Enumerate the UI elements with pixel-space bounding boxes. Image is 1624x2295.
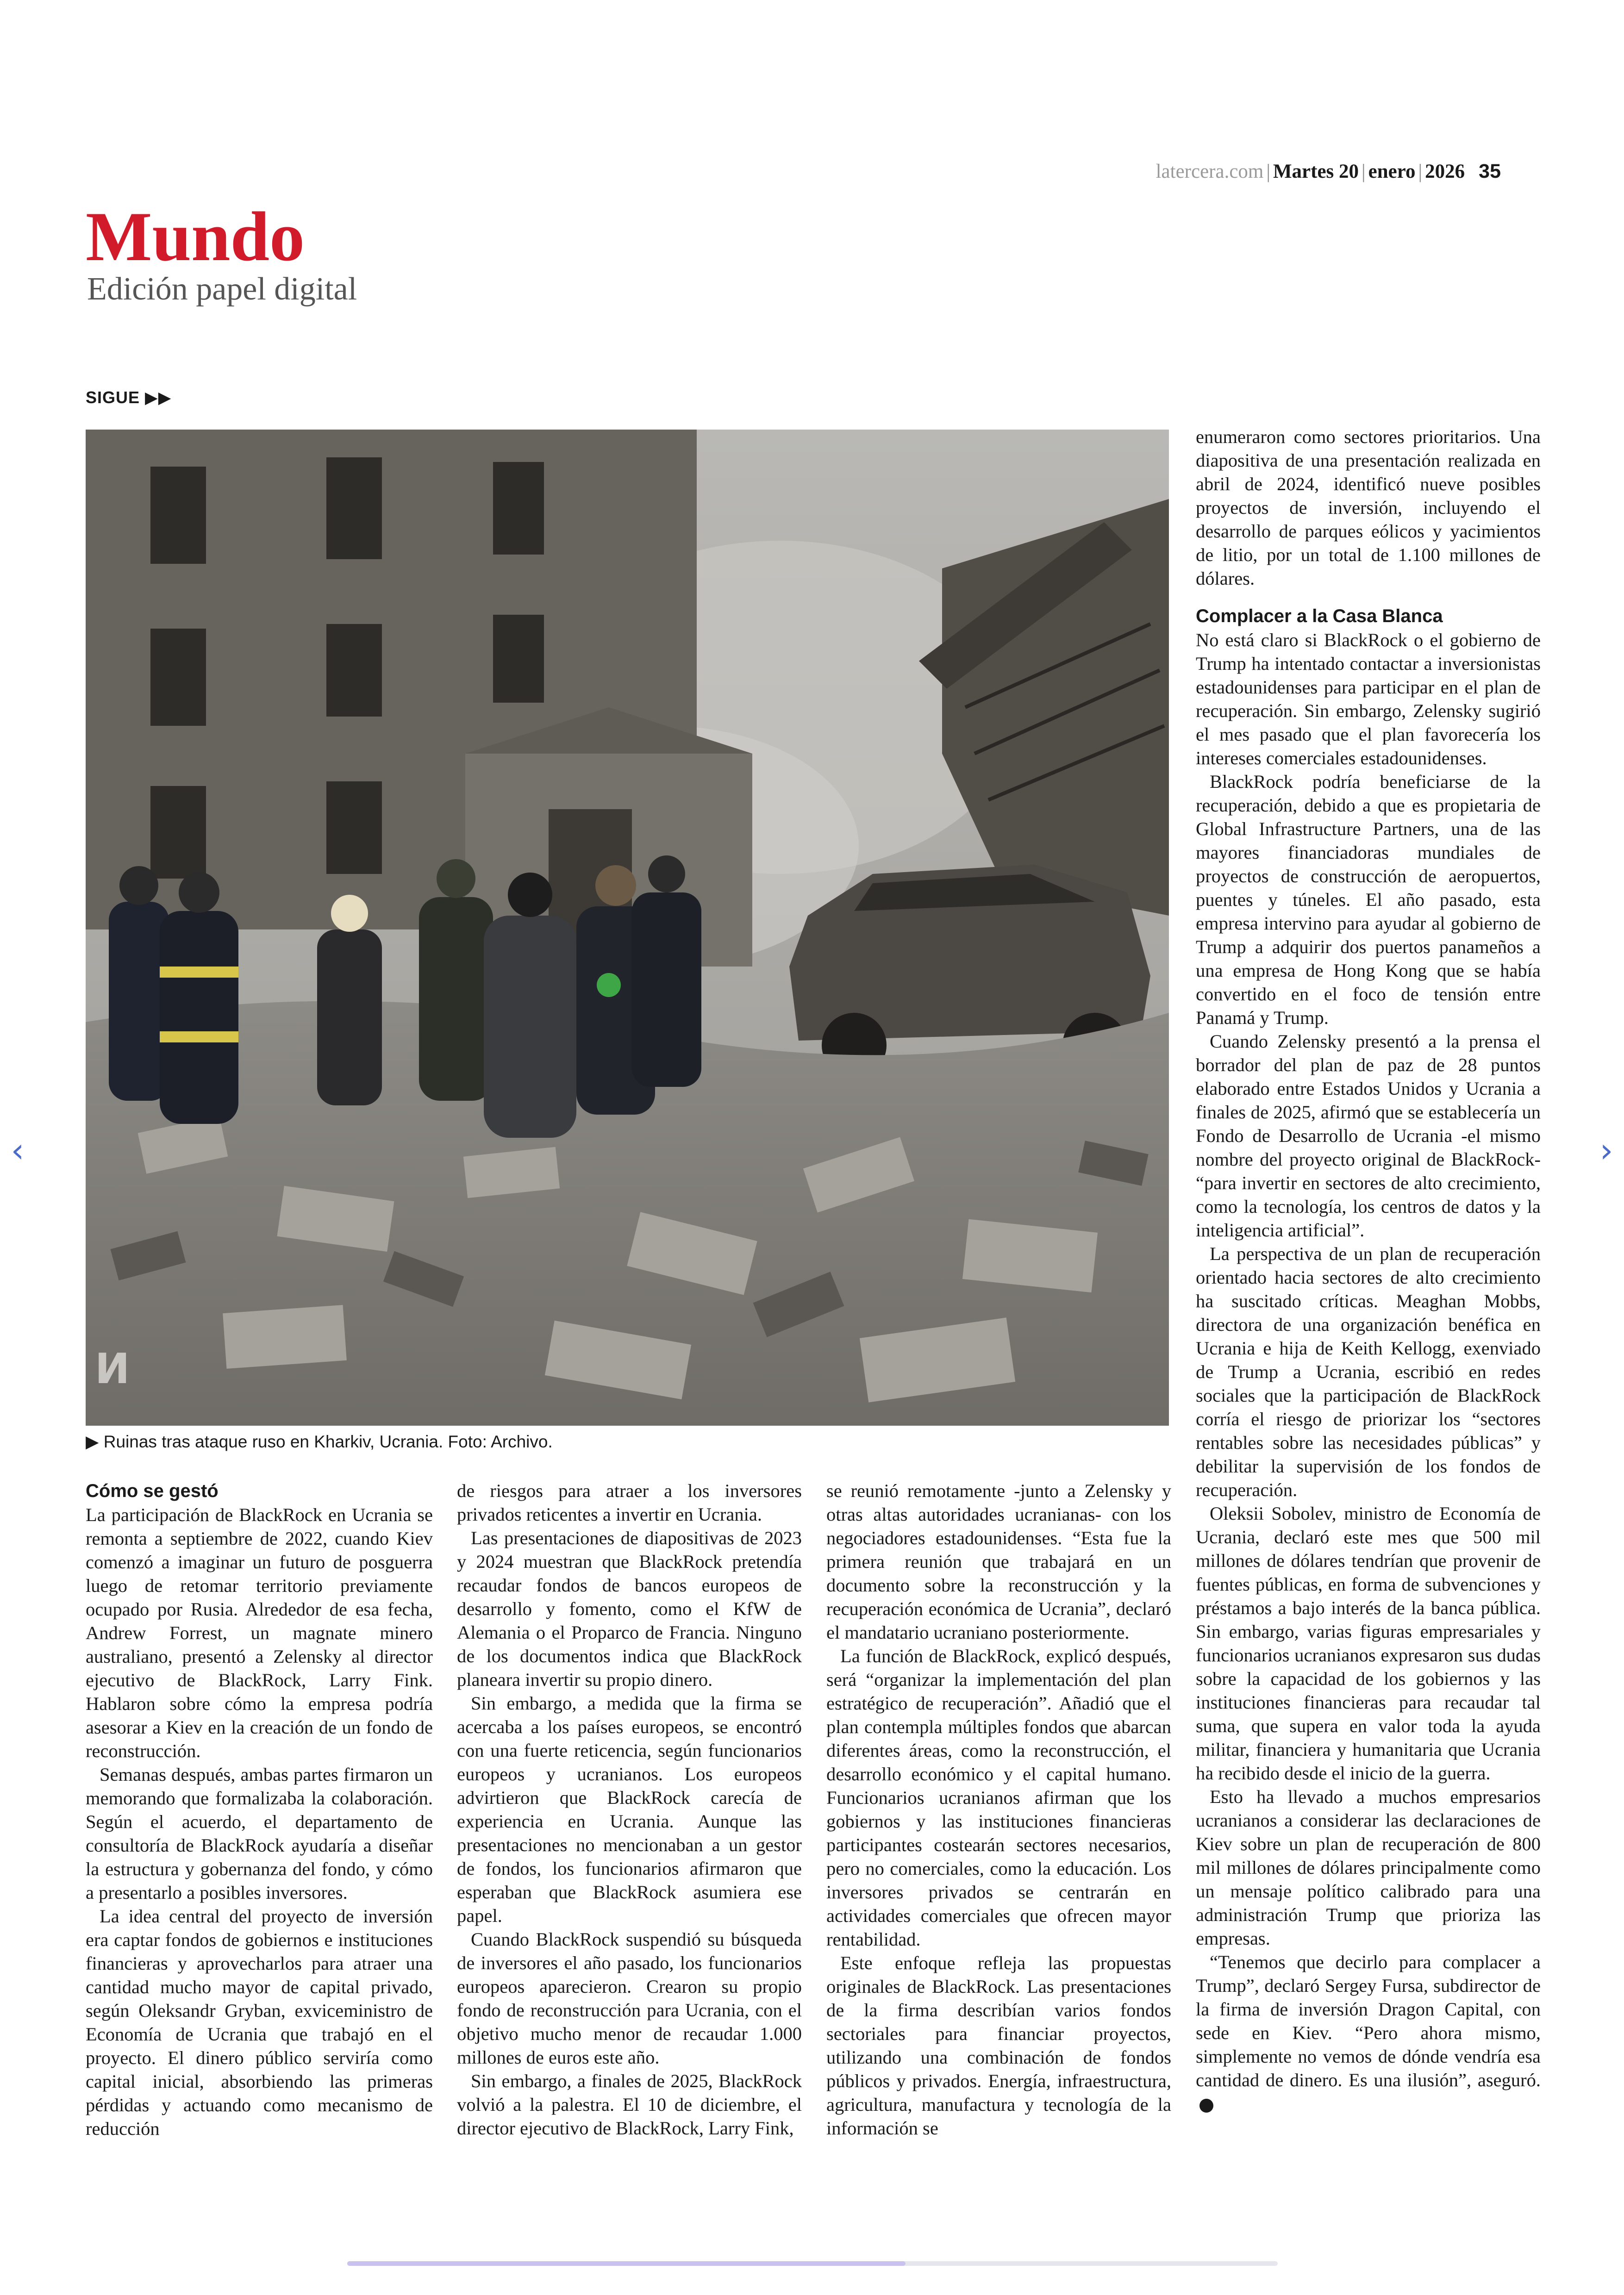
page-number: 35 <box>1479 160 1501 182</box>
issue-month: enero <box>1368 161 1416 182</box>
paragraph: La idea central del proyecto de inversión era captar fondos de gobiernos e instituciones financieras y aprovecharlos para atraer una cantidad mucho mayor de capital privado, según Oleksandr Gryban, exviceministro de Economía de Ucrania que trabajó en el proyecto. El dinero público serviría como capital inicial, absorbiendo las primeras pérdidas y actuando como mecanismo de reducción <box>86 1906 433 2139</box>
paragraph: La participación de BlackRock en Ucrania se remonta a septiembre de 2022, cuando Kiev comenzó a imaginar un futuro de posguerra luego de retomar territorio previamente ocupado por Rusia. Alrededor de esa fecha, Andrew Forrest, un magnate minero australiano, presentó a Zelensky al director ejecutivo de BlackRock, Larry Fink. Hablaron sobre cómo la empresa podría asesorar a Kiev en la creación de un fondo de reconstrucción. <box>86 1504 433 1761</box>
paragraph: Las presentaciones de diapositivas de 2023 y 2024 muestran que BlackRock pretendía recaudar fondos de bancos europeos de desarrollo y fomento, como el KfW de Alemania o el Proparco de Francia. Ninguno de los documentos indica que BlackRock planeara invertir su propio dinero. <box>457 1528 802 1690</box>
paragraph: Esto ha llevado a muchos empresarios ucranianos a considerar las declaraciones de Kiev sobre un plan de recuperación de 800 mil millones de dólares principalmente como un mensaje político calibrado para una administración Trump que prioriza las empresas. <box>1196 1786 1541 1949</box>
continues-label: SIGUE ▶▶ <box>86 388 172 407</box>
site-name: latercera.com <box>1156 161 1264 182</box>
paragraph: Oleksii Sobolev, ministro de Economía de Ucrania, declaró este mes que 500 mil millones de dólares tendrían que provenir de fuentes públicas, en forma de subvenciones y préstamos a bajo interés de la banca pública. Sin embargo, varias figuras empresariales y funcionarios ucranianos expresaron sus dudas sobre la capacidad de los gobiernos y las instituciones financieras para recaudar tal suma, que supera en valor toda la ayuda militar, financiera y humanitaria que Ucrania ha recibido desde el inicio de la guerra. <box>1196 1503 1541 1784</box>
photo-caption: ▶ Ruinas tras ataque ruso en Kharkiv, Ucrania. Foto: Archivo. <box>86 1432 553 1451</box>
paragraph: Cuando Zelensky presentó a la prensa el borrador del plan de paz de 28 puntos elaborado entre Estados Unidos y Ucrania a finales de 2025, afirmó que se establecería un Fondo de Desarrollo de Ucrania -el mismo nombre del proyecto original de BlackRock- “para invertir en sectores de alto crecimiento, como la tecnología, los centros de datos y la inteligencia artificial”. <box>1196 1031 1541 1241</box>
page-header-meta: latercera.com | Martes 20 | enero | 2026 35 <box>1156 160 1501 182</box>
paragraph: Semanas después, ambas partes firmaron un memorando que formalizaba la colaboración. Según el acuerdo, el departamento de consultoría de BlackRock ayudaría a diseñar la estructura y gobernanza del fondo, y cómo a presentarlo a posibles inversores. <box>86 1764 433 1903</box>
paragraph: se reunió remotamente -junto a Zelensky y otras altas autoridades ucranianas- con los negociadores estadounidenses. “Esta fue la primera reunión que trabajará en un documento sobre la reconstrucción y la recuperación económica de Ucrania”, declaró el mandatario ucraniano posteriormente. <box>826 1480 1171 1643</box>
photo-watermark: И <box>95 1345 130 1393</box>
paragraph: Sin embargo, a finales de 2025, BlackRock volvió a la palestra. El 10 de diciembre, el director ejecutivo de BlackRock, Larry Fink, <box>457 2070 802 2139</box>
paragraph: de riesgos para atraer a los inversores privados reticentes a invertir en Ucrania. <box>457 1480 802 1525</box>
paragraph: Cuando BlackRock suspendió su búsqueda de inversores el año pasado, los funcionarios europeos aparecieron. Crearon su propio fondo de reconstrucción para Ucrania, con el objetivo mucho menor de recaudar 1.000 millones de euros este año. <box>457 1929 802 2068</box>
paragraph: La perspectiva de un plan de recuperación orientado hacia sectores de alto crecimiento ha suscitado críticas. Meaghan Mobbs, directora de una organización benéfica en Ucrania e hija de Keith Kellogg, exenviado de Trump a Ucrania, escribió en redes sociales que la participación de BlackRock corría el riesgo de priorizar los “sectores rentables sobre las necesidades públicas” y debilitar la supervisión de los fondos de recuperación. <box>1196 1243 1541 1500</box>
paragraph-final <box>1196 1950 1541 2115</box>
article-column-1 <box>86 1479 433 2140</box>
article-column-2 <box>457 1479 802 2140</box>
ruins-photo-illustration <box>86 430 1169 1426</box>
paragraph: BlackRock podría beneficiarse de la recuperación, debido a que es propietaria de Global Infrastructure Partners, una de las mayores financiadoras mundiales de proyectos de construcción de aeropuertos, puentes y túneles. El año pasado, esta empresa intervino para ayudar al gobierno de Trump a adquirir dos puertos panameños a una empresa de Hong Kong que se había convertido en el foco de tensión entre Panamá y Trump. <box>1196 771 1541 1028</box>
next-page-icon[interactable]: › <box>1599 1131 1613 1170</box>
issue-year: 2026 <box>1425 161 1465 182</box>
final-text: “Tenemos que decirlo para complacer a Trump”, declaró Sergey Fursa, subdirector de la firma de inversión Dragon Capital, con sede en Kiev. “Pero ahora mismo, simplemente no vemos de dónde vendría esa cantidad de dinero. Es una ilusión”, aseguró. <box>1196 1952 1541 2090</box>
paragraph: Sin embargo, a medida que la firma se acercaba a los países europeos, se encontró con una fuerte reticencia, según funcionarios europeos y ucranianos. Los europeos advirtieron que BlackRock carecía de experiencia en Ucrania. Aunque las presentaciones no mencionaban a un gestor de fondos, los funcionarios afirmaron que esperaban que BlackRock asumiera ese papel. <box>457 1693 802 1926</box>
section-subtitle: Edición papel digital <box>87 271 357 307</box>
paragraph: La función de BlackRock, explicó después, será “organizar la implementación del plan estratégico de recuperación”. Añadió que el plan contempla múltiples fondos que abarcan diferentes áreas, como la reconstrucción, el desarrollo económico y el capital humano. Funcionarios ucranianos afirman que los gobiernos y las instituciones financieras participantes costearán sectores necesarios, pero no comerciales, como la educación. Los inversores privados se centrarán en actividades comerciales que ofrecen mayor rentabilidad. <box>826 1646 1171 1950</box>
paragraph: enumeraron como sectores prioritarios. Una diapositiva de una presentación realizada en abril de 2024, identificó nueve posibles proyectos de inversión, incluyendo el desarrollo de parques eólicos y yacimientos de litio, por un total de 1.100 millones de dólares. <box>1196 426 1541 589</box>
subheading-complacer: Complacer a la Casa Blanca <box>1196 606 1443 626</box>
paragraph: No está claro si BlackRock o el gobierno de Trump ha intentado contactar a inversionistas estadounidenses para participar en el plan de recuperación. Sin embargo, Zelensky sugirió el mes pasado que el plan favorecería los intereses comerciales estadounidenses. <box>1196 630 1541 768</box>
end-of-article-icon <box>1199 2099 1213 2113</box>
news-photo <box>86 430 1169 1426</box>
paragraph: Este enfoque refleja las propuestas originales de BlackRock. Las presentaciones de la firma describían varios fondos sectoriales para financiar proyectos, utilizando una combinación de fondos públicos y privados. Energía, infraestructura, agricultura, manufactura y tecnología de la información se <box>826 1952 1171 2139</box>
issue-day: Martes 20 <box>1273 161 1359 182</box>
subheading-como-se-gesto: Cómo se gestó <box>86 1481 219 1501</box>
article-column-4 <box>1196 425 1541 2115</box>
scroll-thumb[interactable] <box>347 2261 906 2266</box>
article-column-3 <box>826 1479 1171 2140</box>
section-title: Mundo <box>86 198 305 275</box>
previous-page-icon[interactable]: ‹ <box>11 1131 25 1170</box>
